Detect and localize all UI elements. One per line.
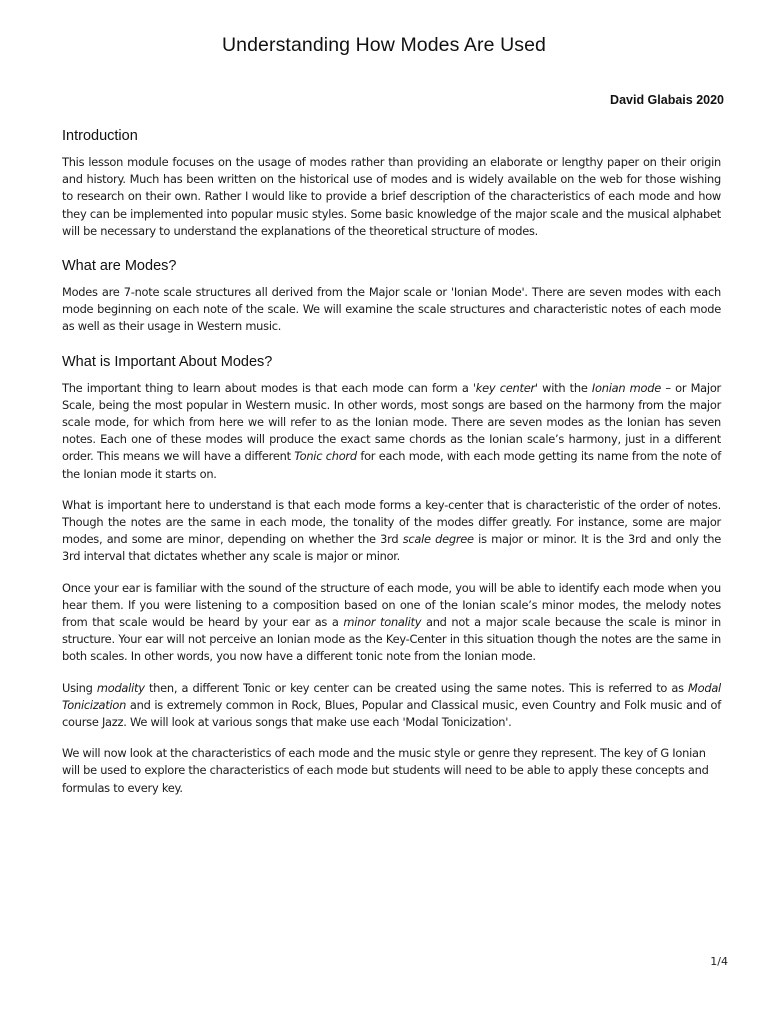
emphasized-term: minor tonality [343,615,422,630]
emphasized-term: Ionian mode [591,380,661,395]
emphasized-term: Tonic chord [294,449,357,464]
author-line: David Glabais 2020 [610,93,724,107]
paragraph: We will now look at the characteristics of each mode and the music style or genre they represent. The key of G Ionian will be used to explore the characteristics of each mode but students will need to be able to apply these concepts and formulas to every key. [62,746,709,795]
page-number: 1/4 [710,955,728,968]
emphasized-term: scale degree [402,532,474,547]
paragraph: What is important here to understand is that each mode forms a key-center that is characteristic of the order of notes. Though the notes are the same in each mode, the tonality of the modes differ greatly. For instance, some are major modes, and some are minor, depending on whether the 3rd scale degree is major or minor. It is the 3rd and only the 3rd interval that dictates whether any scale is major or minor. [62,497,721,564]
emphasized-term: Modal Tonicization [62,680,721,712]
paragraph: Once your ear is familiar with the sound of the structure of each mode, you will be able to identify each mode when you hear them. If you were listening to a composition based on one of the Ionian scale’s minor modes, the melody notes from that scale would be heard by your ear as a minor tonality and not a major scale because the scale is minor in structure. Your ear will not perceive an Ionian mode as the Key-Center in this situation though the notes are the same in both scales. In other words, you now have a different tonic note from the Ionian mode. [62,580,721,664]
document-body [62,127,721,811]
emphasized-term: modality [96,680,145,695]
section-heading-introduction: Introduction [62,128,138,144]
emphasized-term: 'key center' [472,380,538,395]
section-heading-what-is-important: What is Important About Modes? [62,353,273,370]
document-title: Understanding How Modes Are Used [221,34,547,56]
section-heading-what-are-modes: What are Modes? [62,258,177,275]
paragraph: Modes are 7-note scale structures all derived from the Major scale or 'Ionian Mode'. There are seven modes with each mode beginning on each note of the scale. We will examine the scale structures and characteristic notes of each mode as well as their usage in Western music. [62,285,721,334]
paragraph: The important thing to learn about modes is that each mode can form a 'key center' with the Ionian mode – or Major Scale, being the most popular in Western music. In other words, most songs are based on the harmony from the major scale mode, for which from here we will refer to as the Ionian mode. There are seven modes as the Ionian has seven notes. Each one of these modes will produce the exact same chords as the Ionian scale’s harmony, just in a different order. This means we will have a different Tonic chord for each mode, with each mode getting its name from the note of the Ionian mode it starts on. [62,380,722,481]
paragraph: This lesson module focuses on the usage of modes rather than providing an elaborate or lengthy paper on their origin and history. Much has been written on the historical use of modes and is widely available on the web for those wishing to research on their own. Rather I would like to provide a brief description of the characteristics of each mode and how they can be implemented into popular music styles. Some basic knowledge of the major scale and the musical alphabet will be necessary to understand the explanations of the theoretical structure of modes. [62,155,721,238]
paragraph: Using modality then, a different Tonic or key center can be created using the same notes. This is referred to as Modal Tonicization and is extremely common in Rock, Blues, Popular and Classical music, even Country and Folk music and of course Jazz. We will look at various songs that make use each 'Modal Tonicization'. [62,680,721,730]
